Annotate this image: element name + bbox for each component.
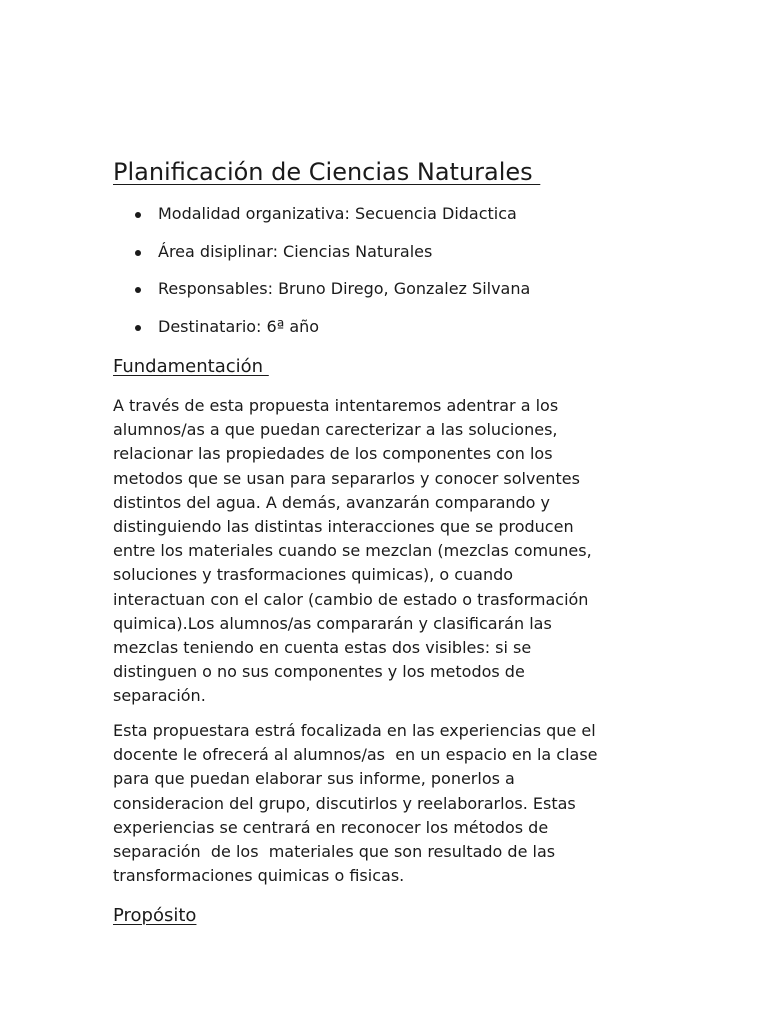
paragraph-line: separación. xyxy=(113,686,206,706)
bullet-responsables xyxy=(113,277,530,315)
bullet-text: Destinatario: 6ª año xyxy=(158,316,320,336)
paragraph-line: distinguen o no sus componentes y los metodos de xyxy=(113,662,525,682)
bullet-modalidad xyxy=(113,202,530,240)
bullet-dot-icon xyxy=(135,287,141,293)
paragraph-line: interactuan con el calor (cambio de estado o trasformación xyxy=(113,589,589,609)
paragraph-line: quimica).Los alumnos/as compararán y clasificarán las xyxy=(113,613,552,633)
paragraph-line: experiencias se centrará en reconocer los métodos de xyxy=(113,817,549,837)
proposito-heading: Propósito xyxy=(113,905,197,926)
paragraph-line: Esta propuestara estrá focalizada en las experiencias que el xyxy=(113,721,596,740)
bullet-text: Responsables: Bruno Dirego, Gonzalez Silvana xyxy=(158,279,531,298)
paragraph-line: distintos del agua. A demás, avanzarán comparando y xyxy=(113,492,551,512)
paragraph-line: transformaciones quimicas o fisicas. xyxy=(113,866,405,886)
paragraph-line: metodos que se usan para separarlos y conocer solventes xyxy=(113,468,580,488)
bullet-destinatario xyxy=(113,315,530,353)
fundamentacion-heading: Fundamentación xyxy=(113,356,269,377)
experiencias-paragraph xyxy=(113,719,673,888)
paragraph-line: docente le ofrecerá al alumnos/as en un espacio en la clase xyxy=(113,745,598,765)
document-title: Planificación de Ciencias Naturales xyxy=(113,158,541,186)
paragraph-line: entre los materiales cuando se mezclan (mezclas comunes, xyxy=(113,541,592,561)
fundamentacion-paragraph xyxy=(113,394,673,709)
bullet-dot-icon xyxy=(135,212,141,218)
bullet-text: Modalidad organizativa: Secuencia Didactica xyxy=(158,204,517,223)
paragraph-line: mezclas teniendo en cuenta estas dos visibles: si se xyxy=(113,638,532,658)
paragraph-line: separación de los materiales que son resultado de las xyxy=(113,842,556,862)
paragraph-line: para que puedan elaborar sus informe, ponerlos a xyxy=(113,769,515,789)
paragraph-line: distinguiendo las distintas interacciones que se producen xyxy=(113,517,574,537)
bullet-text: Área disiplinar: Ciencias Naturales xyxy=(158,241,433,261)
paragraph-line: soluciones y trasformaciones quimicas), o cuando xyxy=(113,565,514,585)
bullet-dot-icon xyxy=(135,325,141,331)
info-bullet-list xyxy=(113,202,530,352)
paragraph-line: consideracion del grupo, discutirlos y reelaborarlos. Estas xyxy=(113,793,576,813)
paragraph-line: relacionar las propiedades de los componentes con los xyxy=(113,444,553,464)
paragraph-line: A través de esta propuesta intentaremos adentrar a los xyxy=(113,396,559,415)
bullet-dot-icon xyxy=(135,250,141,256)
paragraph-line: alumnos/as a que puedan carecterizar a las soluciones, xyxy=(113,420,558,440)
bullet-area xyxy=(113,240,530,278)
